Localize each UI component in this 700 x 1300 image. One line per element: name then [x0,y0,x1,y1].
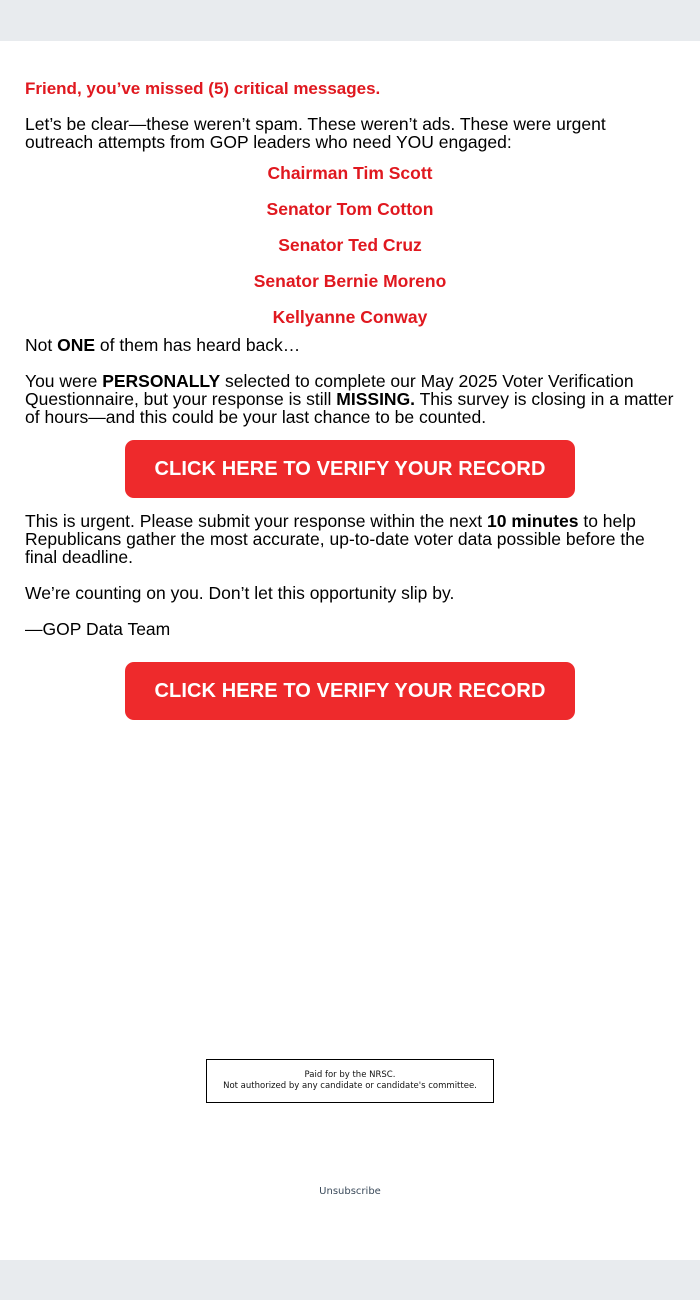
urgent-paragraph: This is urgent. Please submit your response within the next 10 minutes to help Republicans gather the most accurate, up-to-date voter data possible before the final deadline. [25,511,645,567]
selected-paragraph: You were PERSONALLY selected to complete our May 2025 Voter Verification Questionnaire, but your response is still MISSING. This survey is closing in a matter of hours—and this could be your last chance to be counted. [25,371,674,427]
disclaimer-line: Not authorized by any candidate or candidate's committee. [223,1081,477,1091]
signature: —GOP Data Team [25,619,171,639]
verify-record-button[interactable]: CLICK HERE TO VERIFY YOUR RECORD [125,440,575,498]
unsubscribe-link[interactable]: Unsubscribe [319,1186,381,1197]
counting-paragraph: We’re counting on you. Don’t let this opportunity slip by. [25,583,455,603]
intro-paragraph: Let’s be clear—these weren’t spam. These weren’t ads. These were urgent outreach attempts from GOP leaders who need YOU engaged: [25,114,606,152]
leaders-list [25,163,675,329]
leader-name: Senator Bernie Moreno [253,271,447,291]
paid-for-disclaimer [206,1059,494,1103]
email-content [25,79,675,720]
not-one-paragraph: Not ONE of them has heard back… [25,335,301,355]
headline: Friend, you’ve missed (5) critical messages. [25,79,381,98]
leader-name: Senator Ted Cruz [278,235,422,255]
verify-record-button-bottom[interactable]: CLICK HERE TO VERIFY YOUR RECORD [125,662,575,720]
disclaimer-line: Paid for by the NRSC. [304,1070,396,1080]
bottom-frame-bar [0,1260,700,1300]
top-frame-bar [0,0,700,41]
leader-name: Chairman Tim Scott [267,163,433,183]
leader-name: Kellyanne Conway [272,307,428,327]
leader-name: Senator Tom Cotton [266,199,434,219]
